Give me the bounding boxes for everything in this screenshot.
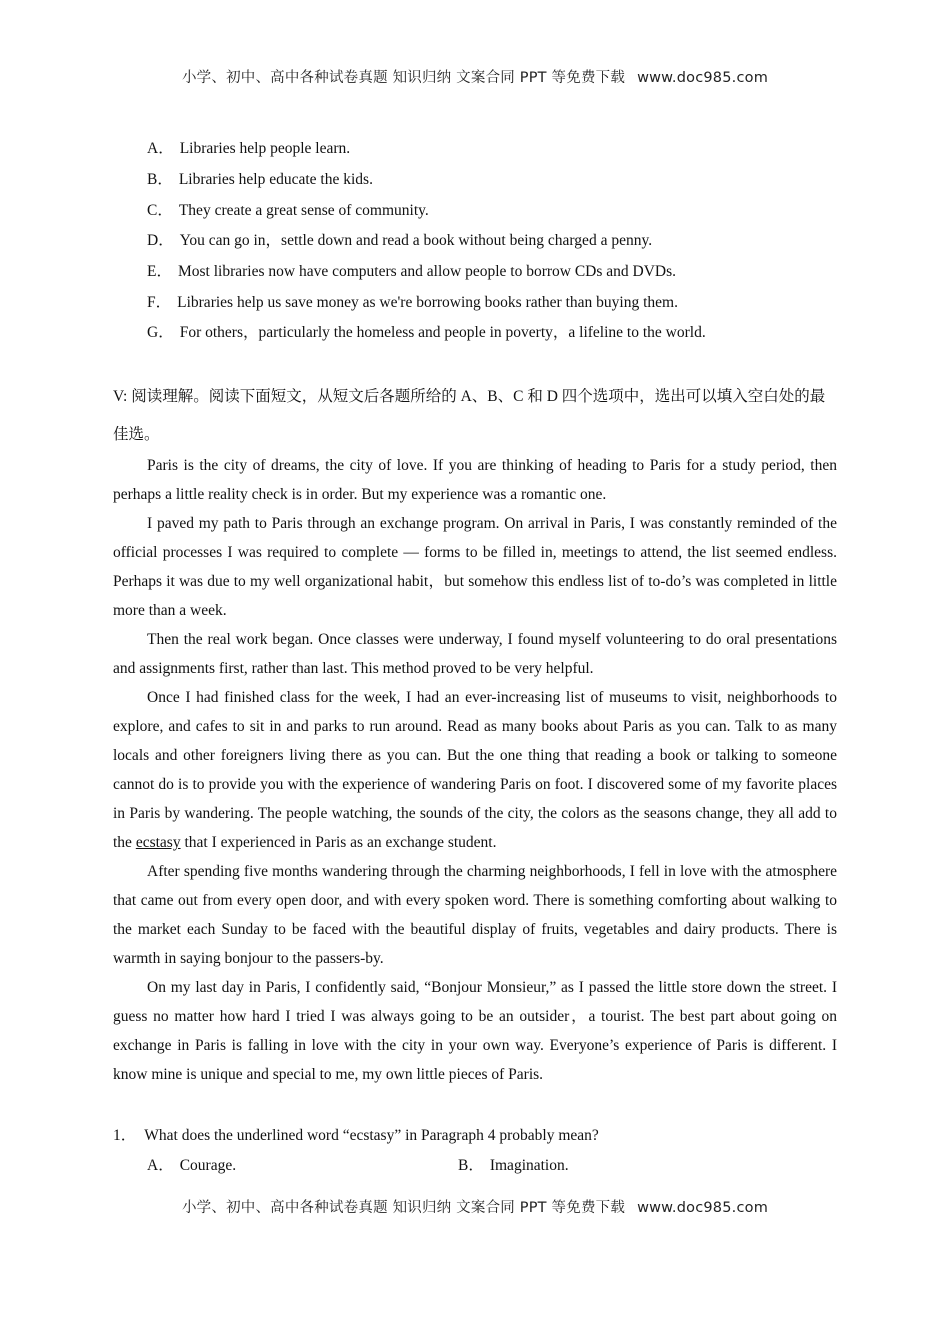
option-d (147, 228, 652, 250)
answer-text: Courage. (179, 1157, 237, 1174)
header-banner-url[interactable]: www.doc985.com (637, 70, 769, 86)
option-text: Libraries help us save money as we're borrowing books rather than buying them. (177, 294, 678, 311)
answer-letter: B． (458, 1157, 484, 1174)
paragraph-2: I paved my path to Paris through an exchange program. On arrival in Paris, I was constantly reminded of the official processes I was required to complete — forms to be filled in, meetings to attend, the list seemed endless. Perhaps it was due to my well organizational habit，but somehow this endless list of to-do’s was completed in little more than a week. (113, 515, 837, 619)
paragraph-4-before: Once I had finished class for the week, I had an ever-increasing list of museums to visit, neighborhoods to explore, and cafes to sit in and parks to run around. Read as many books about Paris as you can. Talk to as many locals and other foreigners living there as you can. But the one thing that reading a book or talking to someone cannot do is to provide you with the experience of wandering Paris on foot. I discovered some of my favorite places in Paris by wandering. The people watching, the sounds of the city, the colors as the seasons change, they all add to the (113, 689, 837, 851)
answer-b (458, 1153, 569, 1175)
question-number: 1． (113, 1127, 137, 1144)
option-letter: C． (147, 202, 173, 219)
option-f (147, 290, 678, 312)
footer-banner-text: 小学、初中、高中各种试卷真题 知识归纳 文案合同 PPT 等免费下载 (181, 1200, 626, 1216)
reading-passage (113, 451, 837, 1089)
option-letter: F． (147, 294, 172, 311)
option-text: Most libraries now have computers and allow people to borrow CDs and DVDs. (177, 263, 677, 280)
paragraph-4 (113, 683, 837, 857)
option-a (147, 136, 350, 158)
option-g (147, 320, 706, 342)
answer-letter: A． (147, 1157, 174, 1174)
footer-banner-url[interactable]: www.doc985.com (637, 1200, 769, 1216)
option-letter: G． (147, 324, 174, 341)
option-letter: B． (147, 171, 173, 188)
option-text: Libraries help educate the kids. (178, 171, 373, 188)
option-e (147, 259, 676, 281)
paragraph-6: On my last day in Paris, I confidently said, “Bonjour Monsieur,” as I passed the little store down the street. I guess no matter how hard I tried I was always going to be an outsider，a tourist. The best part about going on exchange in Paris is falling in love with the city in your own way. Everyone’s experience of Paris is different. I know mine is unique and special to me, my own little pieces of Paris. (113, 979, 837, 1083)
header-banner (0, 66, 950, 87)
option-letter: A． (147, 140, 174, 157)
option-text: You can go in，settle down and read a book without being charged a penny. (179, 232, 653, 249)
option-text: Libraries help people learn. (179, 140, 351, 157)
underlined-word: ecstasy (135, 834, 181, 851)
paragraph-3: Then the real work began. Once classes were underway, I found myself volunteering to do oral presentations and assignments first, rather than last. This method proved to be very helpful. (113, 631, 837, 677)
option-b (147, 167, 373, 189)
paragraph-5: After spending five months wandering through the charming neighborhoods, I fell in love with the atmosphere that came out from every open door, and with every spoken word. There is something comforting about walking to the market each Sunday to be faced with the beautiful display of fruits, vegetables and dairy products. There is warmth in saying bonjour to the passers-by. (113, 863, 837, 967)
option-text: For others，particularly the homeless and people in poverty，a lifeline to the world. (179, 324, 706, 341)
option-text: They create a great sense of community. (178, 202, 429, 219)
section-heading: V: 阅读理解。阅读下面短文，从短文后各题所给的 A、B、C 和 D 四个选项中，选出可以填入空白处的最佳选。 (113, 388, 826, 443)
option-letter: E． (147, 263, 172, 280)
answer-a (147, 1153, 236, 1175)
question-1 (113, 1123, 599, 1145)
footer-banner (0, 1196, 950, 1217)
header-banner-text: 小学、初中、高中各种试卷真题 知识归纳 文案合同 PPT 等免费下载 (181, 70, 626, 86)
option-c (147, 198, 429, 220)
paragraph-4-after: that I experienced in Paris as an exchange student. (180, 834, 497, 851)
question-text: What does the underlined word “ecstasy” in Paragraph 4 probably mean? (144, 1127, 599, 1144)
answer-text: Imagination. (489, 1157, 569, 1174)
option-letter: D． (147, 232, 174, 249)
paragraph-1: Paris is the city of dreams, the city of love. If you are thinking of heading to Paris for a study period, then perhaps a little reality check is in order. But my experience was a romantic one. (113, 457, 837, 503)
